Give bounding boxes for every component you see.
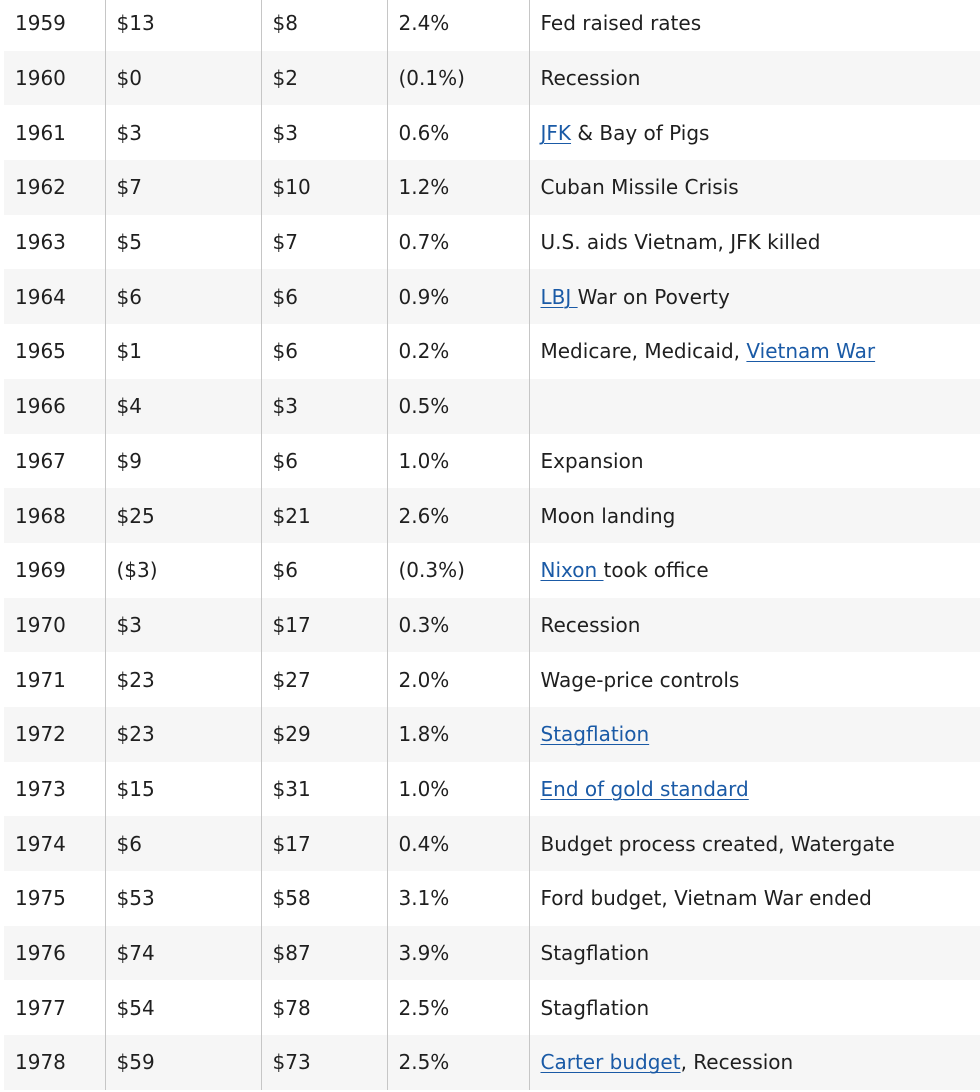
table-row: [4, 816, 980, 871]
event-text: Cuban Missile Crisis: [540, 175, 739, 200]
event-cell: [529, 707, 980, 762]
event-cell: [529, 269, 980, 324]
year-cell: 1964: [4, 269, 105, 324]
value-cell-3: $3: [261, 105, 387, 160]
event-text: Ford budget, Vietnam War ended: [540, 886, 872, 911]
event-cell: [529, 816, 980, 871]
table-row: [4, 598, 980, 653]
table-row: [4, 51, 980, 106]
value-cell-3: $17: [261, 816, 387, 871]
table-row: [4, 871, 980, 926]
event-cell: [529, 1035, 980, 1090]
percent-cell: 1.2%: [387, 160, 529, 215]
table-row: [4, 379, 980, 434]
value-cell-3: $8: [261, 0, 387, 51]
table-row: [4, 215, 980, 270]
percent-cell: 0.5%: [387, 379, 529, 434]
value-cell-2: $74: [105, 926, 261, 981]
value-cell-3: $17: [261, 598, 387, 653]
percent-cell: 2.6%: [387, 488, 529, 543]
event-link[interactable]: Vietnam War: [746, 339, 876, 364]
value-cell-2: $6: [105, 269, 261, 324]
value-cell-2: $25: [105, 488, 261, 543]
table-row: [4, 324, 980, 379]
event-cell: [529, 762, 980, 817]
value-cell-2: $6: [105, 816, 261, 871]
percent-cell: 2.5%: [387, 1035, 529, 1090]
year-cell: 1968: [4, 488, 105, 543]
value-cell-2: $23: [105, 707, 261, 762]
table-row: [4, 926, 980, 981]
year-cell: 1963: [15, 230, 66, 255]
percent-cell: (0.1%): [387, 51, 529, 106]
percent-cell: 0.4%: [387, 816, 529, 871]
percent-cell: 2.4%: [387, 0, 529, 51]
event-cell: [529, 324, 980, 379]
year-cell: 1976: [4, 926, 105, 981]
year-cell: 1959: [15, 11, 66, 36]
value-cell-2: $23: [105, 652, 261, 707]
percent-cell: 1.0%: [387, 434, 529, 489]
event-cell: [529, 871, 980, 926]
value-cell-3: $6: [261, 324, 387, 379]
year-cell: 1978: [4, 1035, 105, 1090]
value-cell-2: $3: [105, 105, 261, 160]
event-cell: [529, 51, 980, 106]
value-cell-3: $6: [261, 543, 387, 598]
value-cell-2: $0: [105, 51, 261, 106]
event-text: War on Poverty: [577, 284, 730, 309]
value-cell-2: $5: [105, 215, 261, 270]
value-cell-2: $7: [105, 160, 261, 215]
table-row: [4, 543, 980, 598]
year-cell: 1962: [4, 160, 105, 215]
value-cell-2: $59: [105, 1035, 261, 1090]
event-text: Medicare, Medicaid,: [540, 339, 747, 364]
event-cell: [529, 926, 980, 981]
percent-cell: 3.1%: [387, 871, 529, 926]
percent-cell: 0.7%: [387, 215, 529, 270]
table-row: [4, 762, 980, 817]
value-cell-2: $1: [105, 324, 261, 379]
event-cell: [529, 379, 980, 434]
year-cell: 1970: [4, 598, 105, 653]
value-cell-3: $31: [261, 762, 387, 817]
table-row: [4, 160, 980, 215]
value-cell-3: $87: [261, 926, 387, 981]
percent-cell: 2.5%: [387, 980, 529, 1035]
event-cell: [529, 434, 980, 489]
table-row: [4, 652, 980, 707]
year-cell: 1975: [15, 886, 66, 911]
year-cell: 1965: [15, 339, 66, 364]
percent-cell: 2.0%: [387, 652, 529, 707]
value-cell-3: $27: [261, 652, 387, 707]
year-cell: 1967: [15, 448, 66, 473]
year-cell: 1972: [4, 707, 105, 762]
value-cell-3: $7: [261, 215, 387, 270]
value-cell-2: $4: [105, 379, 261, 434]
percent-cell: 0.3%: [387, 598, 529, 653]
value-cell-3: $6: [261, 434, 387, 489]
event-link[interactable]: Stagflation: [540, 722, 650, 747]
value-cell-2: $15: [105, 762, 261, 817]
year-cell: 1971: [15, 667, 66, 692]
event-text: & Bay of Pigs: [571, 120, 710, 145]
event-text: Recession: [540, 612, 641, 637]
value-cell-2: $9: [105, 434, 261, 489]
value-cell-2: ($3): [105, 543, 261, 598]
table-row: [4, 434, 980, 489]
event-text: U.S. aids Vietnam, JFK killed: [540, 230, 821, 255]
value-cell-3: $3: [261, 379, 387, 434]
percent-cell: 3.9%: [387, 926, 529, 981]
year-cell: 1966: [4, 379, 105, 434]
event-cell: [529, 598, 980, 653]
year-cell: 1960: [4, 51, 105, 106]
event-link[interactable]: JFK: [540, 120, 572, 145]
event-cell: [529, 488, 980, 543]
event-cell: [529, 0, 980, 51]
table-row: [4, 269, 980, 324]
event-text: Stagflation: [540, 995, 650, 1020]
event-link[interactable]: End of gold standard: [540, 776, 749, 801]
table-row: [4, 488, 980, 543]
event-text: Moon landing: [540, 503, 676, 528]
value-cell-3: $29: [261, 707, 387, 762]
value-cell-3: $21: [261, 488, 387, 543]
event-text: took office: [603, 558, 709, 583]
event-text: Budget process created, Watergate: [540, 831, 895, 856]
event-cell: [529, 543, 980, 598]
event-link[interactable]: LBJ: [540, 284, 578, 309]
table-row: [4, 707, 980, 762]
event-text: Wage-price controls: [540, 667, 740, 692]
event-cell: [529, 652, 980, 707]
year-cell: 1969: [15, 558, 66, 583]
percent-cell: (0.3%): [387, 543, 529, 598]
value-cell-2: $13: [105, 0, 261, 51]
value-cell-2: $3: [105, 598, 261, 653]
value-cell-3: $78: [261, 980, 387, 1035]
event-cell: [529, 105, 980, 160]
event-link[interactable]: Nixon: [540, 558, 604, 583]
value-cell-3: $6: [261, 269, 387, 324]
percent-cell: 0.6%: [387, 105, 529, 160]
event-cell: [529, 160, 980, 215]
value-cell-2: $53: [105, 871, 261, 926]
year-cell: 1974: [4, 816, 105, 871]
year-cell: 1977: [15, 995, 66, 1020]
percent-cell: 0.2%: [387, 324, 529, 379]
table-row: [4, 1035, 980, 1090]
event-cell: [529, 980, 980, 1035]
table-body: [4, 0, 980, 1090]
event-text: Expansion: [540, 448, 644, 473]
table-row: [4, 980, 980, 1035]
percent-cell: 1.8%: [387, 707, 529, 762]
event-text: Fed raised rates: [540, 11, 702, 36]
event-text: , Recession: [680, 1050, 794, 1075]
value-cell-3: $2: [261, 51, 387, 106]
event-text: Recession: [540, 66, 641, 91]
value-cell-3: $73: [261, 1035, 387, 1090]
percent-cell: 0.9%: [387, 269, 529, 324]
value-cell-3: $10: [261, 160, 387, 215]
event-link[interactable]: Carter budget: [540, 1050, 681, 1075]
event-cell: [529, 215, 980, 270]
percent-cell: 1.0%: [387, 762, 529, 817]
budget-history-table: [4, 0, 980, 1090]
value-cell-2: $54: [105, 980, 261, 1035]
table-row: [4, 105, 980, 160]
year-cell: 1973: [15, 776, 66, 801]
value-cell-3: $58: [261, 871, 387, 926]
table-row: [4, 0, 980, 51]
year-cell: 1961: [15, 120, 66, 145]
event-text: Stagflation: [540, 941, 650, 966]
